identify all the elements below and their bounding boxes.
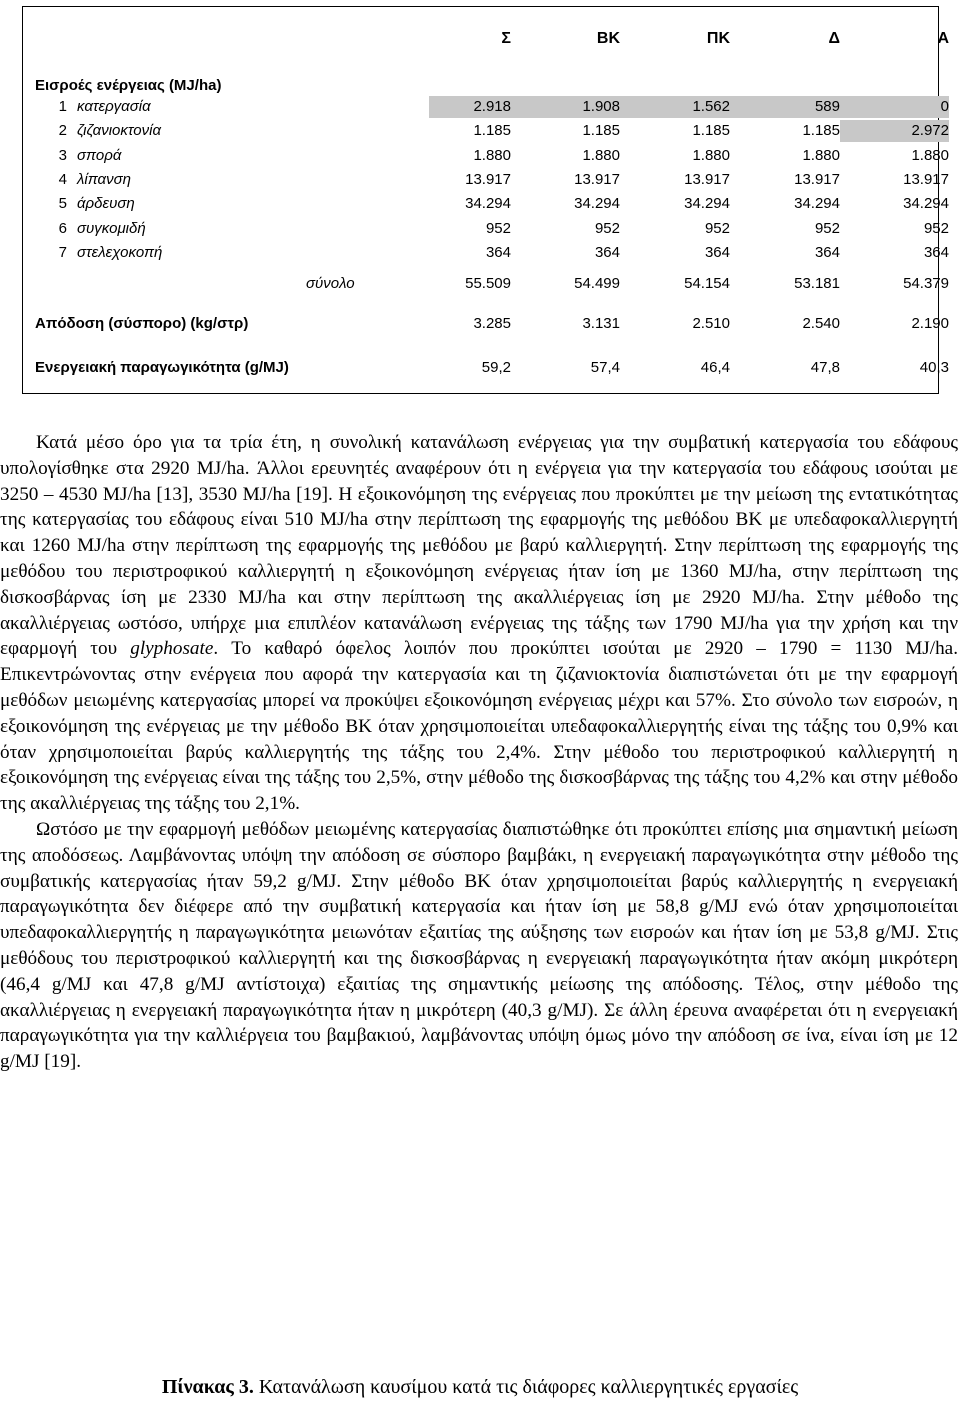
- cell-pk: 1.185: [692, 122, 730, 139]
- cell-bk: 364: [594, 244, 620, 261]
- caption-label: Πίνακας 3.: [161, 1376, 254, 1398]
- paragraph-2: Ωστόσο με την εφαρμογή μεθόδων μειωμένης κατεργασίας διαπιστώθηκε ότι προκύπτει επίσης μια σημαντική μείωση της αποδόσεως. Λαμβάνοντας υπόψη την απόδοση σε σύσπορο βαμβάκι, η ενεργειακή παραγωγικότητα στην μέθοδο της συμβατικής κατεργασίας ήταν 59,2 g/MJ. Στην μέθοδο ΒΚ όταν χρησιμοποιείται βαρύς καλλιεργητής η ενεργειακή παραγωγικότητα δεν διέφερε από την συμβατική κατεργασία και ήταν ίση με 58,8 g/MJ ενώ όταν χρησιμοποιείται υπεδαφοκαλλιεργητής η παραγωγικότητα μειωνόταν εξαιτίας της αύξησης των εισροών και ήταν ίση με 53,8 g/MJ. Στις μεθόδους του περιστροφικού καλλιεργητή και της δισκοσβάρνας η ενεργειακή παραγωγικότητα ήταν ακόμη μικρότερη (46,4 g/MJ και 47,8 g/MJ αντίστοιχα) εξαιτίας της σημαντικής μείωσης της απόδοσης. Τέλος, στην μέθοδο της ακαλλιέργειας η ενεργειακή παραγωγικότητα ήταν η μικρότερη (40,3 g/MJ). Σε άλλη έρευνα αναφέρεται ότι η ενεργειακή παραγωγικότητα για την καλλιέργεια του βαμβακιού, λαμβάνοντας υπόψη όμως μόνο την απόδοση σε ίνα, είναι ίση με 12 g/MJ [19].: [0, 818, 958, 1073]
- cell-a: 54.379: [903, 275, 949, 292]
- cell-a: 0: [840, 96, 949, 118]
- cell-pk: 46,4: [700, 359, 730, 376]
- table-row: [23, 96, 949, 118]
- yield-label: Απόδοση (σύσπορο) (kg/στρ): [35, 315, 249, 332]
- row-label: λίπανση: [77, 171, 131, 188]
- table-row: [23, 242, 949, 264]
- row-label: κατεργασία: [77, 98, 151, 115]
- row-number: 2: [58, 122, 67, 139]
- cell-bk: 34.294: [574, 195, 620, 212]
- col-header-bk: ΒΚ: [596, 30, 620, 47]
- inputs-section-title: Εισροές ενέργειας (MJ/ha): [35, 77, 222, 94]
- cell-d: 34.294: [794, 195, 840, 212]
- body-text: [0, 430, 958, 1075]
- cell-bk: 1.908: [511, 96, 620, 118]
- cell-pk: 952: [704, 220, 730, 237]
- cell-pk: 1.880: [692, 147, 730, 164]
- cell-a: 13.917: [903, 171, 949, 188]
- paragraph-1: [0, 430, 958, 817]
- col-header-d: Δ: [828, 30, 840, 47]
- cell-s: 59,2: [481, 359, 511, 376]
- cell-d: 952: [814, 220, 840, 237]
- row-label: στελεχοκοπή: [77, 244, 163, 261]
- cell-a: 1.880: [911, 147, 949, 164]
- table-row: [23, 193, 949, 215]
- inputs-header-row: [23, 75, 938, 97]
- cell-d: 13.917: [794, 171, 840, 188]
- cell-pk: 2.510: [692, 315, 730, 332]
- row-number: 1: [58, 98, 67, 115]
- cell-pk: 34.294: [684, 195, 730, 212]
- row-label: ζιζανιοκτονία: [77, 122, 162, 139]
- row-label: άρδευση: [77, 195, 135, 212]
- col-header-s: Σ: [501, 30, 511, 47]
- cell-a: 2.190: [911, 315, 949, 332]
- total-row: [23, 273, 949, 295]
- row-number: 5: [58, 195, 67, 212]
- table-row: [23, 145, 949, 167]
- caption-text: Κατανάλωση καυσίμου κατά τις διάφορες καλλιεργητικές εργασίες: [258, 1376, 799, 1398]
- table-row: [23, 218, 949, 240]
- cell-d: 364: [814, 244, 840, 261]
- cell-pk: 13.917: [684, 171, 730, 188]
- cell-bk: 952: [594, 220, 620, 237]
- row-number: 3: [58, 147, 67, 164]
- cell-s: 364: [485, 244, 511, 261]
- cell-a: 34.294: [903, 195, 949, 212]
- cell-bk: 13.917: [574, 171, 620, 188]
- cell-bk: 54.499: [574, 275, 620, 292]
- cell-d: 47,8: [810, 359, 840, 376]
- cell-s: 13.917: [465, 171, 511, 188]
- col-header-a: Α: [937, 30, 949, 47]
- row-number: 4: [58, 171, 67, 188]
- row-label: σπορά: [77, 147, 122, 164]
- table-row: [23, 169, 949, 191]
- total-label: σύνολο: [306, 275, 355, 292]
- table-caption: [0, 1376, 960, 1399]
- cell-bk: 1.185: [582, 122, 620, 139]
- yield-row: [23, 313, 949, 335]
- cell-s: 34.294: [465, 195, 511, 212]
- cell-bk: 3.131: [582, 315, 620, 332]
- cell-a: 2.972: [840, 120, 949, 142]
- cell-s: 55.509: [465, 275, 511, 292]
- cell-a: 364: [923, 244, 949, 261]
- cell-d: 1.880: [802, 147, 840, 164]
- cell-pk: 364: [704, 244, 730, 261]
- cell-a: 952: [923, 220, 949, 237]
- glyphosate-term: glyphosate: [130, 638, 214, 660]
- productivity-row: [23, 357, 949, 379]
- energy-table: [22, 6, 949, 394]
- row-number: 7: [58, 244, 67, 261]
- cell-s: 3.285: [473, 315, 511, 332]
- paragraph-1-text: Κατά μέσο όρο για τα τρία έτη, η συνολική κατανάλωση ενέργειας για την συμβατική κατεργασία του εδάφους υπολογίσθηκε στα 2920 MJ/ha. Άλλοι ερευνητές αναφέρουν ότι η ενέργεια για την κατεργασία του εδάφους ισούται με 3250 – 4530 MJ/ha [13], 3530 MJ/ha [19]. Η εξοικονόμηση της ενέργειας που προκύπτει με την μείωση της εντατικότητας της κατεργασίας του εδάφους είναι 510 MJ/ha στην περίπτωση της εφαρμογής της μεθόδου ΒΚ με υπεδαφοκαλλιεργητή και 1260 MJ/ha στην περίπτωση της εφαρμογής της μεθόδου με βαρύ καλλιεργητή. Στην περίπτωση της εφαρμογής της μεθόδου του περιστροφικού καλλιεργητή η εξοικονόμηση ενέργειας ήταν ίση με 1360 MJ/ha, στην περίπτωση της δισκοσβάρνας ίση με 2330 MJ/ha και στην περίπτωση της ακαλλιέργειας ίση με 2920 MJ/ha. Στην μέθοδο της ακαλλιέργειας ωστόσο, υπήρχε μια επιπλέον κατανάλωση ενέργειας της τάξης των 1790 MJ/ha για την χρήση και την εφαρμογή του: [0, 432, 958, 660]
- cell-d: 589: [730, 96, 840, 118]
- cell-d: 2.540: [802, 315, 840, 332]
- cell-s: 952: [485, 220, 511, 237]
- cell-s: 1.185: [473, 122, 511, 139]
- cell-s: 2.918: [429, 96, 511, 118]
- cell-a: 40,3: [919, 359, 949, 376]
- productivity-label: Ενεργειακή παραγωγικότητα (g/MJ): [35, 359, 289, 376]
- row-label: συγκομιδή: [77, 220, 146, 237]
- table-row: [23, 120, 949, 142]
- paragraph-1-end: . Το καθαρό όφελος λοιπόν που προκύπτει ισούται με 2920 – 1790 = 1130 MJ/ha. Επικεντρώνοντας στην ενέργεια που αφορά την κατεργασία και τη ζιζανιοκτονία διαπιστώνεται ότι με την εφαρμογή μεθόδων μειωμένης κατεργασίας μπορεί να προκύψει εξοικονόμηση ενέργειας μέχρι και 57%. Στο σύνολο των εισροών, η εξοικονόμηση της ενέργειας με την μέθοδο ΒΚ όταν χρησιμοποιείται υπεδαφοκαλλιεργητής είναι της τάξης του 0,9% και όταν χρησιμοποιείται βαρύς καλλιεργητής της τάξης του 2,4%. Στην μέθοδο του περιστροφικού καλλιεργητή η εξοικονόμηση της ενέργειας είναι της τάξης του 2,5%, στην μέθοδο της δισκοσβάρνας της τάξης του 4,2% και στην μέθοδο της ακαλλιέργειας της τάξης του 2,1%.: [0, 638, 958, 815]
- table-header-row: [23, 28, 949, 50]
- cell-d: 1.185: [802, 122, 840, 139]
- cell-d: 53.181: [794, 275, 840, 292]
- col-header-pk: ΠΚ: [706, 30, 730, 47]
- cell-pk: 54.154: [684, 275, 730, 292]
- cell-bk: 1.880: [582, 147, 620, 164]
- cell-pk: 1.562: [620, 96, 730, 118]
- cell-bk: 57,4: [590, 359, 620, 376]
- cell-s: 1.880: [473, 147, 511, 164]
- row-number: 6: [58, 220, 67, 237]
